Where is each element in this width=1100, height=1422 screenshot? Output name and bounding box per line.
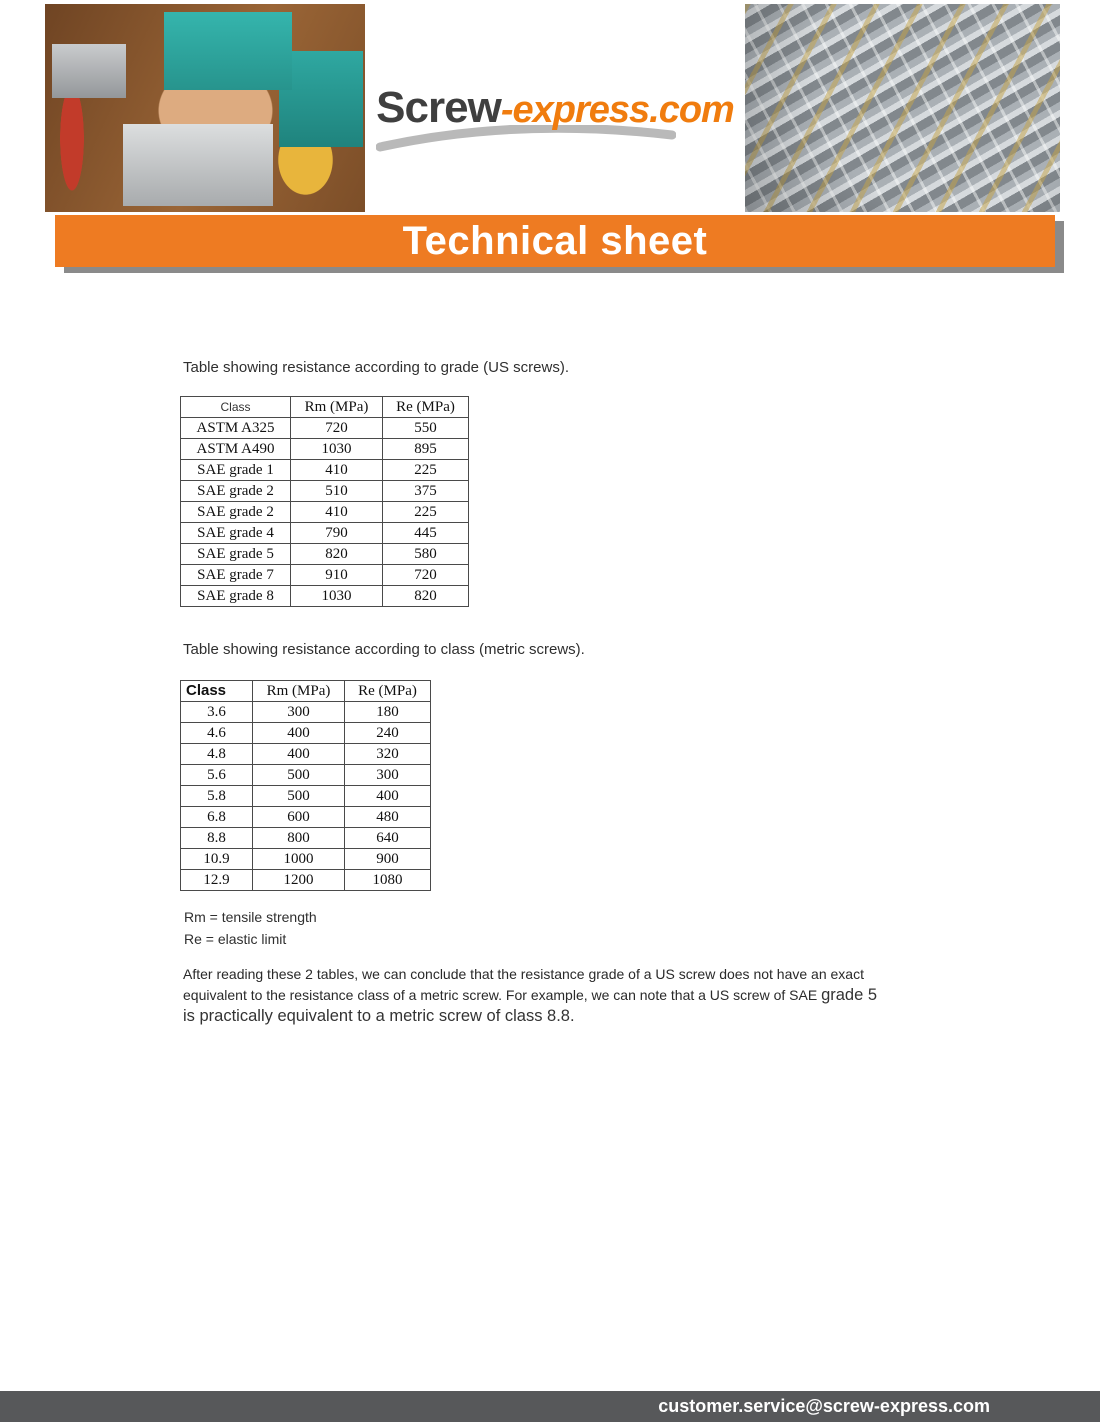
table-cell: 300	[345, 765, 431, 786]
table-cell: 910	[291, 565, 383, 586]
table-cell: ASTM A325	[181, 418, 291, 439]
table-cell: 225	[383, 502, 469, 523]
table-row	[181, 870, 431, 891]
conclusion-part2: grade 5 is practically equivalent to a metric screw of class 8.8.	[183, 986, 878, 1025]
table-cell: 5.8	[181, 786, 253, 807]
table-cell: 400	[253, 723, 345, 744]
table-row	[181, 786, 431, 807]
logo-inner	[376, 83, 734, 133]
table-cell: 375	[383, 481, 469, 502]
table-cell: SAE grade 2	[181, 481, 291, 502]
table-cell: 225	[383, 460, 469, 481]
us-table-caption: Table showing resistance according to grade (US screws).	[183, 359, 570, 376]
table-cell: 300	[253, 702, 345, 723]
table-row	[181, 744, 431, 765]
logo	[365, 4, 745, 212]
table-row	[181, 481, 469, 502]
table-cell: 180	[345, 702, 431, 723]
column-header-rm: Rm (MPa)	[291, 397, 383, 418]
table-cell: 410	[291, 460, 383, 481]
table-cell: SAE grade 5	[181, 544, 291, 565]
legend-notes	[184, 906, 317, 950]
table-row	[181, 544, 469, 565]
metric-screws-table	[180, 680, 431, 891]
table-cell: SAE grade 4	[181, 523, 291, 544]
table-cell: 800	[253, 828, 345, 849]
column-header-class: Class	[181, 681, 253, 702]
table-row	[181, 702, 431, 723]
table-cell: 510	[291, 481, 383, 502]
us-screws-table	[180, 396, 469, 607]
table-cell: ASTM A490	[181, 439, 291, 460]
banner-title: Technical sheet	[402, 218, 708, 263]
table-row	[181, 765, 431, 786]
brand-name-dark: Screw	[376, 83, 501, 132]
table-row	[181, 565, 469, 586]
table-cell: SAE grade 7	[181, 565, 291, 586]
table-cell: 1080	[345, 870, 431, 891]
table-cell: SAE grade 1	[181, 460, 291, 481]
table-row	[181, 849, 431, 870]
table-row	[181, 723, 431, 744]
table-cell: 400	[345, 786, 431, 807]
table-cell: 6.8	[181, 807, 253, 828]
banner-technical-sheet	[55, 215, 1055, 267]
table-cell: 550	[383, 418, 469, 439]
table-row	[181, 418, 469, 439]
table-cell: 720	[291, 418, 383, 439]
table-cell: 445	[383, 523, 469, 544]
table-cell: 1030	[291, 439, 383, 460]
table-cell: 320	[345, 744, 431, 765]
footer-email: customer.service@screw-express.com	[658, 1396, 990, 1416]
table-row	[181, 460, 469, 481]
table-header-row	[181, 397, 469, 418]
column-header-class: Class	[181, 397, 291, 418]
table-cell: 1200	[253, 870, 345, 891]
header-photo-workbench	[45, 4, 365, 212]
us-table-body	[181, 418, 469, 607]
note-rm: Rm = tensile strength	[184, 909, 317, 925]
table-cell: 900	[345, 849, 431, 870]
table-cell: 12.9	[181, 870, 253, 891]
column-header-rm: Rm (MPa)	[253, 681, 345, 702]
table-row	[181, 502, 469, 523]
table-cell: 3.6	[181, 702, 253, 723]
table-cell: 790	[291, 523, 383, 544]
table-header-row	[181, 681, 431, 702]
table-row	[181, 439, 469, 460]
table-cell: SAE grade 8	[181, 586, 291, 607]
table-cell: 1000	[253, 849, 345, 870]
table-cell: 500	[253, 765, 345, 786]
table-cell: 720	[383, 565, 469, 586]
table-cell: 820	[383, 586, 469, 607]
table-cell: 640	[345, 828, 431, 849]
column-header-re: Re (MPa)	[345, 681, 431, 702]
table-row	[181, 586, 469, 607]
note-re: Re = elastic limit	[184, 931, 287, 947]
conclusion-paragraph	[183, 964, 888, 1027]
table-cell: 600	[253, 807, 345, 828]
table-cell: 4.6	[181, 723, 253, 744]
table-cell: 820	[291, 544, 383, 565]
table-row	[181, 523, 469, 544]
table-cell: 410	[291, 502, 383, 523]
metric-table-caption: Table showing resistance according to class (metric screws).	[183, 641, 585, 658]
table-cell: 240	[345, 723, 431, 744]
logo-text	[376, 83, 734, 132]
table-cell: 10.9	[181, 849, 253, 870]
table-cell: 8.8	[181, 828, 253, 849]
table-cell: 580	[383, 544, 469, 565]
metric-table-body	[181, 702, 431, 891]
metric-table-head	[181, 681, 431, 702]
header-photo-screws	[745, 4, 1060, 212]
table-cell: 895	[383, 439, 469, 460]
table-cell: 5.6	[181, 765, 253, 786]
brand-name-orange: -express.com	[500, 89, 734, 131]
table-cell: 1030	[291, 586, 383, 607]
table-cell: 4.8	[181, 744, 253, 765]
footer-bar	[0, 1391, 1100, 1422]
table-cell: 500	[253, 786, 345, 807]
conclusion-part1: After reading these 2 tables, we can conclude that the resistance grade of a US screw does not have an exact equivalent to the resistance class of a metric screw. For example, we can note that a US screw of SAE	[183, 966, 864, 1003]
us-table-head	[181, 397, 469, 418]
table-cell: SAE grade 2	[181, 502, 291, 523]
table-row	[181, 828, 431, 849]
table-cell: 480	[345, 807, 431, 828]
table-row	[181, 807, 431, 828]
table-cell: 400	[253, 744, 345, 765]
column-header-re: Re (MPa)	[383, 397, 469, 418]
